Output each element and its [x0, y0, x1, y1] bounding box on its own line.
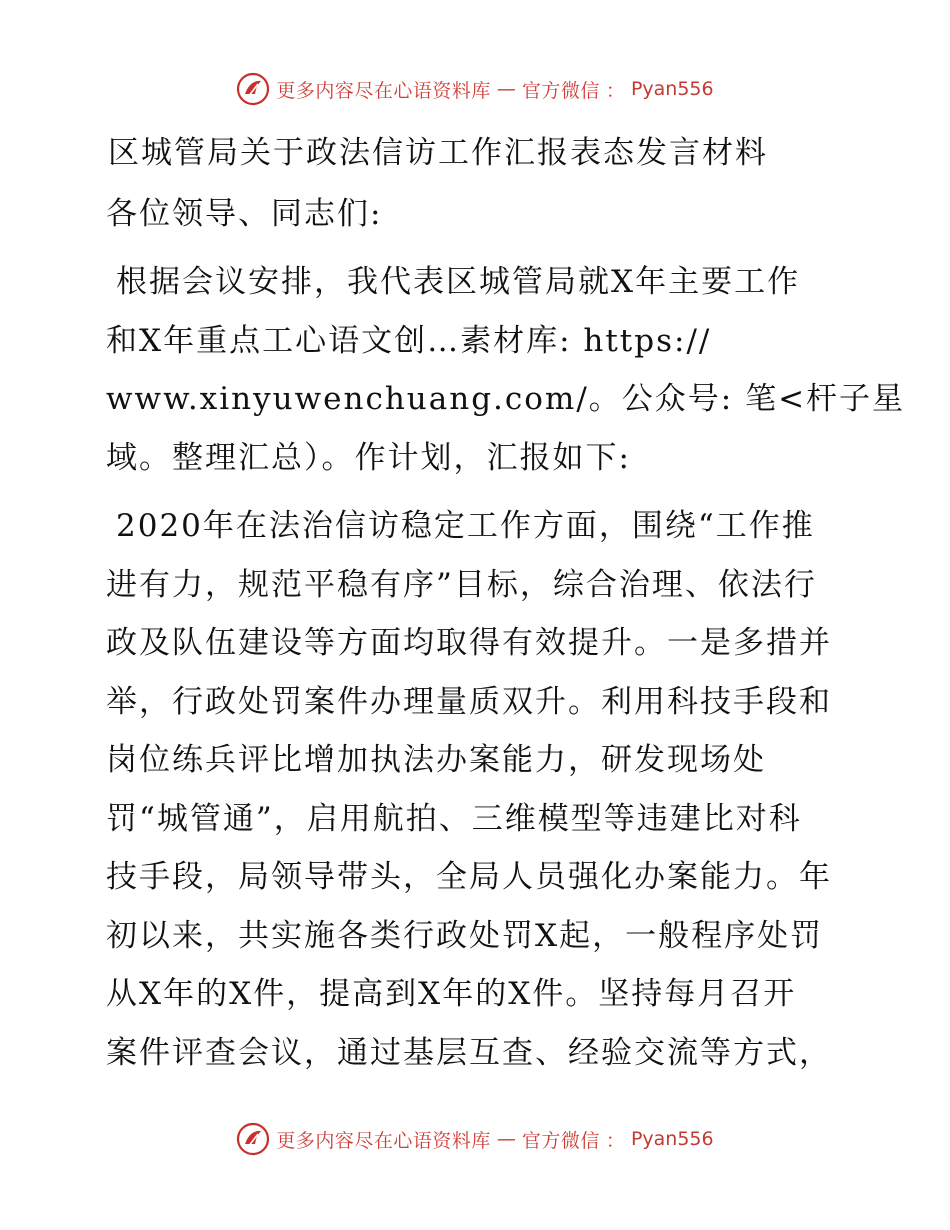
- header-watermark: [0, 72, 950, 106]
- text-line: 岗位练兵评比增加执法办案能力，研发现场处: [106, 742, 766, 778]
- document-greeting: 各位领导、同志们:: [106, 196, 383, 232]
- document-body: [96, 118, 906, 1082]
- text-line: 举，行政处罚案件办理量质双升。利用科技手段和: [106, 683, 832, 720]
- paragraph-2020-summary: [96, 497, 856, 1082]
- watermark-text: 更多内容尽在心语资料库: [276, 1129, 491, 1152]
- watermark-colon: ：: [605, 79, 625, 102]
- text-line: www.xinyuwenchuang.com/。公众号: 笔<杆子星: [106, 381, 906, 417]
- text-line: 域。整理汇总）。作计划，汇报如下:: [106, 439, 631, 476]
- text-line: 罚“城管通”，启用航拍、三维模型等违建比对科: [106, 800, 802, 837]
- paragraph-intro: [96, 253, 906, 487]
- brand-logo-icon: [236, 72, 270, 106]
- text-line: 2020年在法治信访稳定工作方面，围绕“工作推: [116, 508, 815, 544]
- watermark-label: 官方微信: [521, 79, 600, 102]
- watermark-separator: —: [496, 78, 516, 100]
- text-line: 初以来，共实施各类行政处罚X起，一般程序处罚: [106, 917, 824, 954]
- text-line: 和X年重点工心语文创…素材库: https://: [106, 322, 712, 359]
- text-line: 政及队伍建设等方面均取得有效提升。一是多措并: [106, 625, 832, 661]
- text-line: 进有力，规范平稳有序”目标，综合治理、依法行: [106, 566, 817, 603]
- text-line: 技手段，局领导带头，全局人员强化办案能力。年: [106, 859, 832, 895]
- watermark-colon: ：: [605, 1129, 625, 1152]
- brand-logo-icon: [236, 1122, 270, 1156]
- watermark-wechat-id: Pyan556: [630, 1128, 714, 1150]
- footer-watermark: [0, 1122, 950, 1156]
- watermark-separator: —: [496, 1128, 516, 1150]
- watermark-label: 官方微信: [521, 1129, 600, 1152]
- text-line: 案件评查会议，通过基层互查、经验交流等方式，: [106, 1034, 832, 1071]
- document-title: 区城管局关于政法信访工作汇报表态发言材料: [108, 135, 768, 171]
- text-line: 根据会议安排，我代表区城管局就X年主要工作: [116, 264, 801, 300]
- text-line: 从X年的X件，提高到X年的X件。坚持每月召开: [106, 976, 797, 1012]
- watermark-wechat-id: Pyan556: [630, 78, 714, 100]
- watermark-text: 更多内容尽在心语资料库: [276, 79, 491, 102]
